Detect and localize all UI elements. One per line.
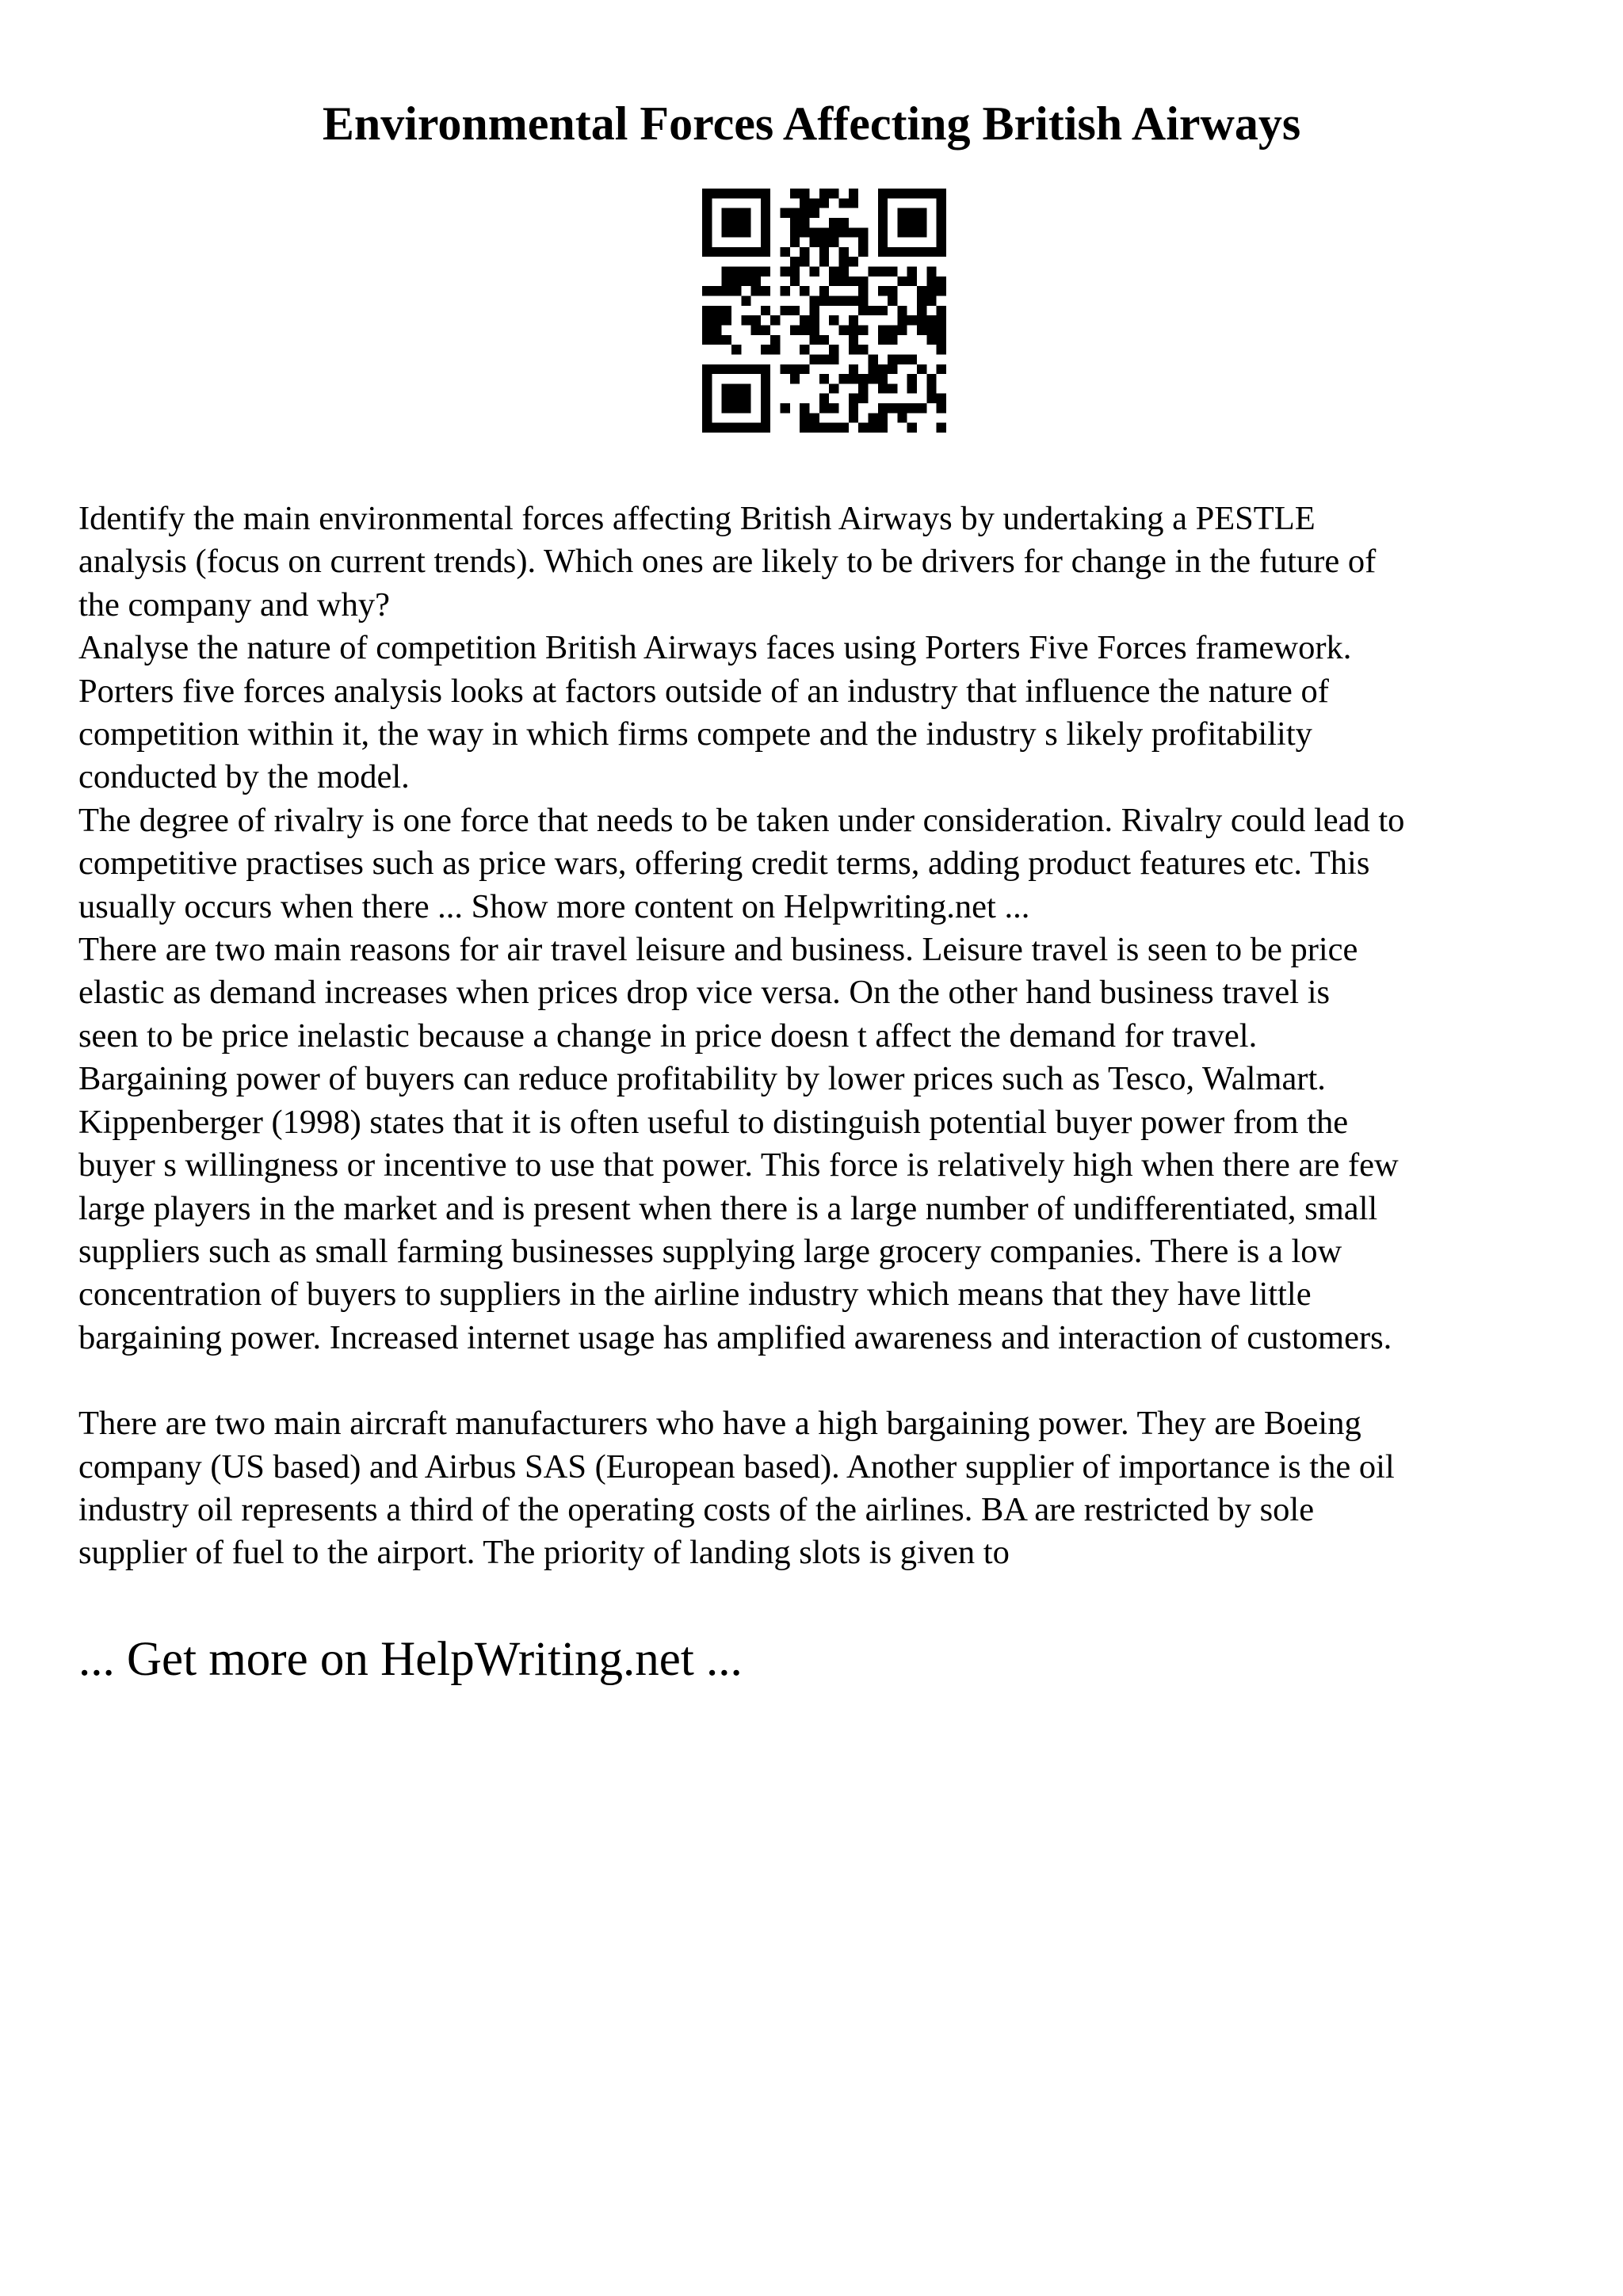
qr-module bbox=[926, 296, 936, 306]
qr-module bbox=[829, 267, 838, 277]
qr-module bbox=[838, 325, 848, 334]
qr-module bbox=[731, 267, 741, 277]
qr-module bbox=[800, 423, 809, 433]
qr-module bbox=[888, 364, 897, 374]
qr-module bbox=[937, 423, 946, 433]
qr-module bbox=[829, 315, 838, 325]
qr-module bbox=[917, 306, 926, 315]
qr-module bbox=[838, 198, 848, 208]
qr-module bbox=[712, 335, 721, 345]
qr-module bbox=[790, 227, 800, 237]
qr-module bbox=[722, 277, 731, 286]
qr-module bbox=[781, 306, 790, 315]
qr-module bbox=[731, 286, 741, 296]
qr-module bbox=[878, 364, 888, 374]
qr-module bbox=[878, 325, 888, 334]
qr-module bbox=[838, 267, 848, 277]
paragraph-porters: Analyse the nature of competition British Airways faces using Porters Five Forces framework. Porters five forces analysis looks at factors outside of an industry that influence the nature of competition within it, the way in which firms compete and the industry s likely profitability conducted by the model. bbox=[78, 629, 1352, 796]
qr-module bbox=[907, 374, 917, 383]
qr-module bbox=[838, 374, 848, 383]
qr-module bbox=[917, 286, 926, 296]
qr-module bbox=[907, 277, 917, 286]
qr-module bbox=[838, 257, 848, 266]
qr-module bbox=[741, 296, 750, 306]
qr-module bbox=[790, 374, 800, 383]
qr-module bbox=[790, 257, 800, 266]
qr-module bbox=[819, 354, 829, 364]
paragraph-buyer-power: Bargaining power of buyers can reduce profitability by lower prices such as Tesco, Walmart. Kippenberger (1998) states that it is often useful to distinguish potential buyer power from the buyer s willingness or incentive to use that power. This force is relatively high when there are few large players in the market and is present when there is a large number of undifferentiated, small suppliers such as small farming businesses supplying large grocery companies. There is a low concentration of buyers to suppliers in the airline industry which means that they have little bargaining power. Increased internet usage has amplified awareness and interaction of customers. bbox=[78, 1060, 1399, 1356]
qr-module bbox=[800, 227, 809, 237]
qr-module bbox=[722, 267, 731, 277]
qr-module bbox=[838, 218, 848, 227]
paragraph-rivalry: The degree of rivalry is one force that needs to be taken under consideration. Rivalry could lead to competitive practises such as price wars, offering credit terms, adding product features etc. This usually occurs when there ... Show more content on Helpwriting.net ... bbox=[78, 801, 1405, 925]
qr-module bbox=[926, 315, 936, 325]
qr-module bbox=[810, 423, 819, 433]
qr-module bbox=[781, 208, 790, 218]
qr-module bbox=[926, 277, 936, 286]
qr-module bbox=[712, 286, 721, 296]
qr-module bbox=[800, 198, 809, 208]
qr-module bbox=[751, 286, 761, 296]
qr-module bbox=[868, 423, 877, 433]
qr-module bbox=[878, 267, 888, 277]
qr-module bbox=[858, 383, 868, 393]
qr-module bbox=[829, 383, 838, 393]
qr-module bbox=[858, 345, 868, 354]
qr-module bbox=[800, 403, 809, 413]
qr-module bbox=[897, 413, 907, 422]
qr-module bbox=[878, 403, 888, 413]
qr-module bbox=[838, 296, 848, 306]
qr-module bbox=[878, 306, 888, 315]
qr-module bbox=[819, 238, 829, 247]
qr-module bbox=[702, 286, 712, 296]
qr-module bbox=[907, 267, 917, 277]
page-title: Environmental Forces Affecting British Airways bbox=[322, 97, 1301, 150]
qr-module bbox=[937, 315, 946, 325]
qr-module bbox=[819, 335, 829, 345]
qr-module bbox=[829, 423, 838, 433]
qr-module bbox=[897, 277, 907, 286]
qr-module bbox=[810, 296, 819, 306]
qr-module bbox=[829, 238, 838, 247]
qr-module bbox=[722, 335, 731, 345]
qr-module bbox=[849, 345, 858, 354]
qr-module bbox=[907, 423, 917, 433]
qr-module bbox=[858, 227, 868, 237]
qr-module bbox=[849, 198, 858, 208]
qr-module bbox=[926, 325, 936, 334]
qr-module bbox=[741, 267, 750, 277]
qr-module bbox=[731, 345, 741, 354]
qr-module bbox=[926, 374, 936, 383]
qr-module bbox=[761, 286, 770, 296]
qr-module bbox=[849, 296, 858, 306]
qr-module bbox=[800, 208, 809, 218]
qr-module bbox=[849, 364, 858, 374]
qr-module bbox=[937, 306, 946, 315]
qr-module bbox=[819, 403, 829, 413]
qr-module bbox=[751, 267, 761, 277]
qr-module bbox=[800, 189, 809, 198]
qr-module bbox=[810, 227, 819, 237]
qr-module bbox=[858, 423, 868, 433]
qr-module bbox=[800, 325, 809, 334]
qr-module bbox=[790, 306, 800, 315]
qr-module bbox=[790, 277, 800, 286]
get-more-link[interactable]: ... Get more on HelpWriting.net ... bbox=[78, 1633, 743, 1686]
qr-module bbox=[926, 335, 936, 345]
qr-module bbox=[800, 257, 809, 266]
qr-module bbox=[858, 394, 868, 403]
qr-module bbox=[800, 345, 809, 354]
qr-module bbox=[790, 267, 800, 277]
qr-module bbox=[829, 189, 838, 198]
qr-module bbox=[917, 325, 926, 334]
qr-module bbox=[907, 383, 917, 393]
qr-module bbox=[897, 325, 907, 334]
qr-module bbox=[888, 335, 897, 345]
paragraph-air-travel: There are two main reasons for air travel leisure and business. Leisure travel is seen to be price elastic as demand increases when prices drop vice versa. On the other hand business travel is seen to be price inelastic because a change in price doesn t affect the demand for travel. bbox=[78, 931, 1358, 1055]
qr-module bbox=[937, 394, 946, 403]
qr-module bbox=[838, 227, 848, 237]
qr-module bbox=[897, 403, 907, 413]
qr-module bbox=[849, 277, 858, 286]
qr-module bbox=[810, 325, 819, 334]
qr-module bbox=[819, 394, 829, 403]
qr-module bbox=[888, 286, 897, 296]
qr-module bbox=[849, 189, 858, 198]
qr-module bbox=[878, 335, 888, 345]
qr-module bbox=[937, 335, 946, 345]
qr-module bbox=[849, 403, 858, 413]
qr-module bbox=[819, 286, 829, 296]
qr-module bbox=[917, 403, 926, 413]
qr-module bbox=[741, 315, 750, 325]
qr-module bbox=[849, 257, 858, 266]
qr-module bbox=[790, 238, 800, 247]
qr-module bbox=[849, 227, 858, 237]
qr-module bbox=[878, 286, 888, 296]
qr-module bbox=[761, 306, 770, 315]
qr-module bbox=[849, 325, 858, 334]
qr-module bbox=[897, 315, 907, 325]
qr-module bbox=[829, 354, 838, 364]
qr-module bbox=[829, 277, 838, 286]
qr-module bbox=[838, 247, 848, 257]
qr-module bbox=[702, 325, 712, 334]
qr-module bbox=[790, 208, 800, 218]
qr-module bbox=[810, 354, 819, 364]
qr-module bbox=[917, 364, 926, 374]
qr-module bbox=[722, 315, 731, 325]
qr-module bbox=[800, 315, 809, 325]
qr-module bbox=[712, 325, 721, 334]
qr-module bbox=[819, 189, 829, 198]
qr-module bbox=[819, 198, 829, 208]
qr-module bbox=[722, 286, 731, 296]
qr-module bbox=[829, 227, 838, 237]
qr-module bbox=[702, 315, 712, 325]
qr-module bbox=[810, 413, 819, 422]
qr-module bbox=[917, 296, 926, 306]
qr-module bbox=[761, 345, 770, 354]
qr-module bbox=[868, 413, 877, 422]
qr-module bbox=[751, 315, 761, 325]
qr-module bbox=[888, 325, 897, 334]
qr-module bbox=[800, 247, 809, 257]
qr-module bbox=[888, 267, 897, 277]
qr-module bbox=[819, 296, 829, 306]
qr-module bbox=[712, 315, 721, 325]
paragraph-spacer bbox=[78, 1360, 1552, 1402]
qr-module bbox=[888, 403, 897, 413]
qr-module bbox=[800, 218, 809, 227]
paragraph-supplier-power: There are two main aircraft manufacturers who have a high bargaining power. They are Boeing company (US based) and Airbus SAS (European based). Another supplier of importance is the oil industry oil represents a third of the operating costs of the airlines. BA are restricted by sole supplier of fuel to the airport. The priority of landing slots is given to bbox=[78, 1405, 1395, 1572]
qr-module bbox=[702, 335, 712, 345]
qr-module bbox=[868, 354, 877, 364]
qr-module bbox=[761, 325, 770, 334]
qr-module bbox=[937, 364, 946, 374]
qr-module bbox=[810, 315, 819, 325]
qr-module bbox=[819, 374, 829, 383]
qr-module bbox=[800, 413, 809, 422]
qr-module bbox=[937, 325, 946, 334]
qr-module bbox=[926, 394, 936, 403]
qr-module bbox=[819, 423, 829, 433]
qr-module bbox=[878, 383, 888, 393]
qr-module bbox=[937, 277, 946, 286]
qr-module bbox=[790, 325, 800, 334]
qr-module bbox=[926, 383, 936, 393]
qr-module bbox=[858, 296, 868, 306]
qr-module bbox=[770, 315, 780, 325]
qr-module bbox=[810, 238, 819, 247]
qr-code bbox=[702, 189, 946, 433]
qr-module bbox=[888, 296, 897, 306]
qr-module bbox=[761, 267, 770, 277]
qr-module bbox=[897, 354, 907, 364]
qr-module bbox=[868, 267, 877, 277]
qr-module bbox=[770, 345, 780, 354]
qr-module bbox=[917, 315, 926, 325]
body-text bbox=[78, 498, 1552, 1575]
qr-module bbox=[810, 198, 819, 208]
qr-module bbox=[810, 208, 819, 218]
qr-module bbox=[858, 325, 868, 334]
qr-module bbox=[829, 403, 838, 413]
qr-module bbox=[937, 403, 946, 413]
qr-module bbox=[907, 403, 917, 413]
qr-module bbox=[907, 354, 917, 364]
qr-module bbox=[868, 364, 877, 374]
qr-module bbox=[781, 247, 790, 257]
qr-module bbox=[829, 296, 838, 306]
qr-module bbox=[868, 374, 877, 383]
qr-module bbox=[878, 413, 888, 422]
qr-module bbox=[897, 306, 907, 315]
qr-module bbox=[888, 354, 897, 364]
qr-module bbox=[829, 345, 838, 354]
qr-module bbox=[858, 277, 868, 286]
qr-module bbox=[781, 286, 790, 296]
qr-module bbox=[781, 403, 790, 413]
qr-module bbox=[926, 286, 936, 296]
qr-module bbox=[849, 394, 858, 403]
paragraph-pestle: Identify the main environmental forces affecting British Airways by undertaking a PESTLE analysis (focus on current trends). Which ones are likely to be drivers for change in the future of the company and why? bbox=[78, 500, 1377, 624]
qr-module bbox=[810, 267, 819, 277]
qr-module bbox=[849, 413, 858, 422]
qr-module bbox=[741, 277, 750, 286]
qr-module bbox=[858, 374, 868, 383]
qr-module bbox=[819, 257, 829, 266]
qr-module bbox=[878, 423, 888, 433]
qr-module bbox=[731, 277, 741, 286]
qr-module bbox=[702, 306, 712, 315]
qr-module bbox=[770, 335, 780, 345]
qr-module bbox=[819, 227, 829, 237]
qr-module bbox=[810, 306, 819, 315]
qr-module bbox=[829, 218, 838, 227]
qr-module bbox=[790, 218, 800, 227]
qr-module bbox=[858, 238, 868, 247]
qr-module bbox=[849, 335, 858, 345]
qr-module bbox=[868, 306, 877, 315]
qr-module bbox=[907, 315, 917, 325]
qr-module bbox=[858, 247, 868, 257]
qr-module bbox=[800, 286, 809, 296]
qr-module bbox=[790, 364, 800, 374]
qr-module bbox=[937, 345, 946, 354]
qr-module bbox=[878, 374, 888, 383]
qr-module bbox=[937, 286, 946, 296]
qr-module bbox=[751, 325, 761, 334]
qr-module bbox=[926, 267, 936, 277]
qr-module bbox=[849, 374, 858, 383]
qr-module bbox=[790, 189, 800, 198]
qr-module bbox=[838, 277, 848, 286]
qr-module bbox=[858, 306, 868, 315]
qr-module bbox=[888, 383, 897, 393]
qr-module bbox=[849, 315, 858, 325]
qr-module bbox=[800, 364, 809, 374]
qr-module bbox=[751, 277, 761, 286]
qr-module bbox=[781, 364, 790, 374]
qr-module bbox=[712, 306, 721, 315]
qr-module bbox=[858, 286, 868, 296]
qr-module bbox=[810, 335, 819, 345]
qr-module bbox=[838, 423, 848, 433]
qr-module bbox=[722, 306, 731, 315]
qr-module bbox=[781, 267, 790, 277]
qr-module bbox=[819, 247, 829, 257]
